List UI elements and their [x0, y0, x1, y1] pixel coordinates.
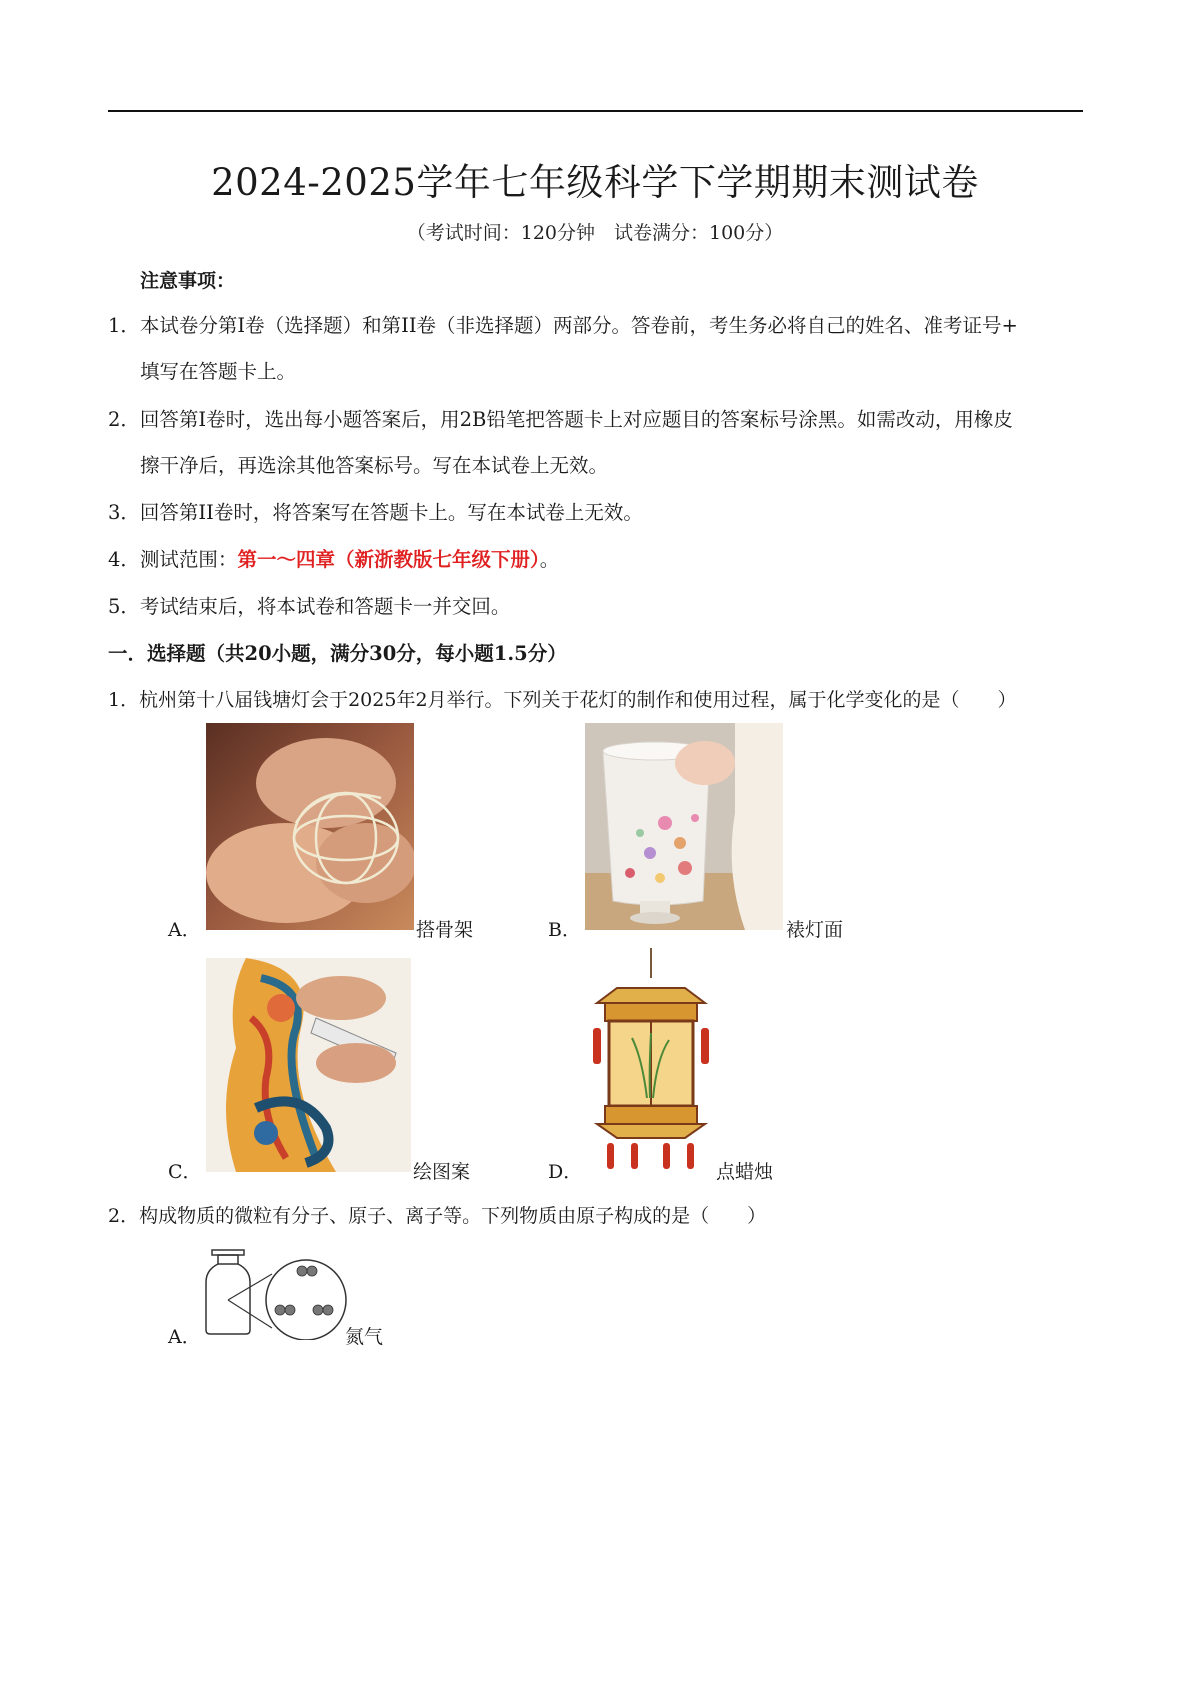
test-scope-highlight: 第一～四章（新浙教版七年级下册）: [237, 548, 540, 571]
option-d-letter: D．: [548, 1161, 583, 1183]
notice-item-5: [108, 591, 510, 619]
option-a-image: [206, 723, 414, 930]
notice-text: 回答第I卷时，选出每小题答案后，用2B铅笔把答题卡上对应题目的答案标号涂黑。如需改动，用橡皮: [139, 408, 1013, 431]
option-c-image: [206, 958, 411, 1172]
notice-text: 考试结束后，将本试卷和答题卡一并交回。: [139, 595, 511, 618]
q2-option-a-image: [202, 1248, 348, 1340]
notice-num: 4．: [108, 548, 140, 571]
notice-num: 1．: [108, 314, 140, 337]
notice-num: 3．: [108, 501, 140, 524]
q2-option-a-label: 氮气: [345, 1326, 384, 1348]
notice-item-2: [108, 404, 1013, 432]
section-heading: 一．选择题（共20小题，满分30分，每小题1.5分）: [108, 642, 567, 665]
notice-num: 5．: [108, 595, 140, 618]
notice-num: 2．: [108, 408, 140, 431]
option-a-letter: A．: [168, 919, 201, 941]
option-c-label: 绘图案: [413, 1161, 471, 1183]
question-2-stem: 2．构成物质的微粒有分子、原子、离子等。下列物质由原子构成的是（ ）: [108, 1205, 767, 1227]
notice-item-4: [108, 544, 559, 572]
page-title: 2024-2025学年七年级科学下学期期末测试卷: [211, 161, 979, 204]
option-d-image: [587, 948, 715, 1172]
option-d-label: 点蜡烛: [716, 1161, 774, 1183]
notice-heading: 注意事项：: [140, 270, 236, 292]
option-c-letter: C．: [168, 1161, 202, 1183]
notice-item-3: [108, 497, 643, 525]
question-1-stem: 1．杭州第十八届钱塘灯会于2025年2月举行。下列关于花灯的制作和使用过程，属于化学变化的是（ ）: [108, 689, 1017, 711]
notice-text: 本试卷分第I卷（选择题）和第II卷（非选择题）两部分。答卷前，考生务必将自己的姓名、准考证号+: [139, 314, 1018, 337]
top-rule: [108, 110, 1083, 112]
option-b-letter: B．: [548, 919, 581, 941]
notice-text: 。: [539, 548, 560, 571]
exam-info: （考试时间：120分钟 试卷满分：100分）: [406, 222, 784, 244]
notice-item-1: [108, 310, 1018, 338]
notice-text: 回答第II卷时，将答案写在答题卡上。写在本试卷上无效。: [139, 501, 643, 524]
option-b-image: [585, 723, 783, 930]
q2-option-a-letter: A．: [168, 1326, 201, 1348]
notice-item-1-cont: 填写在答题卡上。: [140, 360, 297, 383]
notice-item-2-cont: 擦干净后，再选涂其他答案标号。写在本试卷上无效。: [140, 454, 609, 477]
notice-text: 测试范围：: [139, 548, 238, 571]
option-a-label: 搭骨架: [416, 919, 474, 941]
option-b-label: 裱灯面: [786, 919, 844, 941]
